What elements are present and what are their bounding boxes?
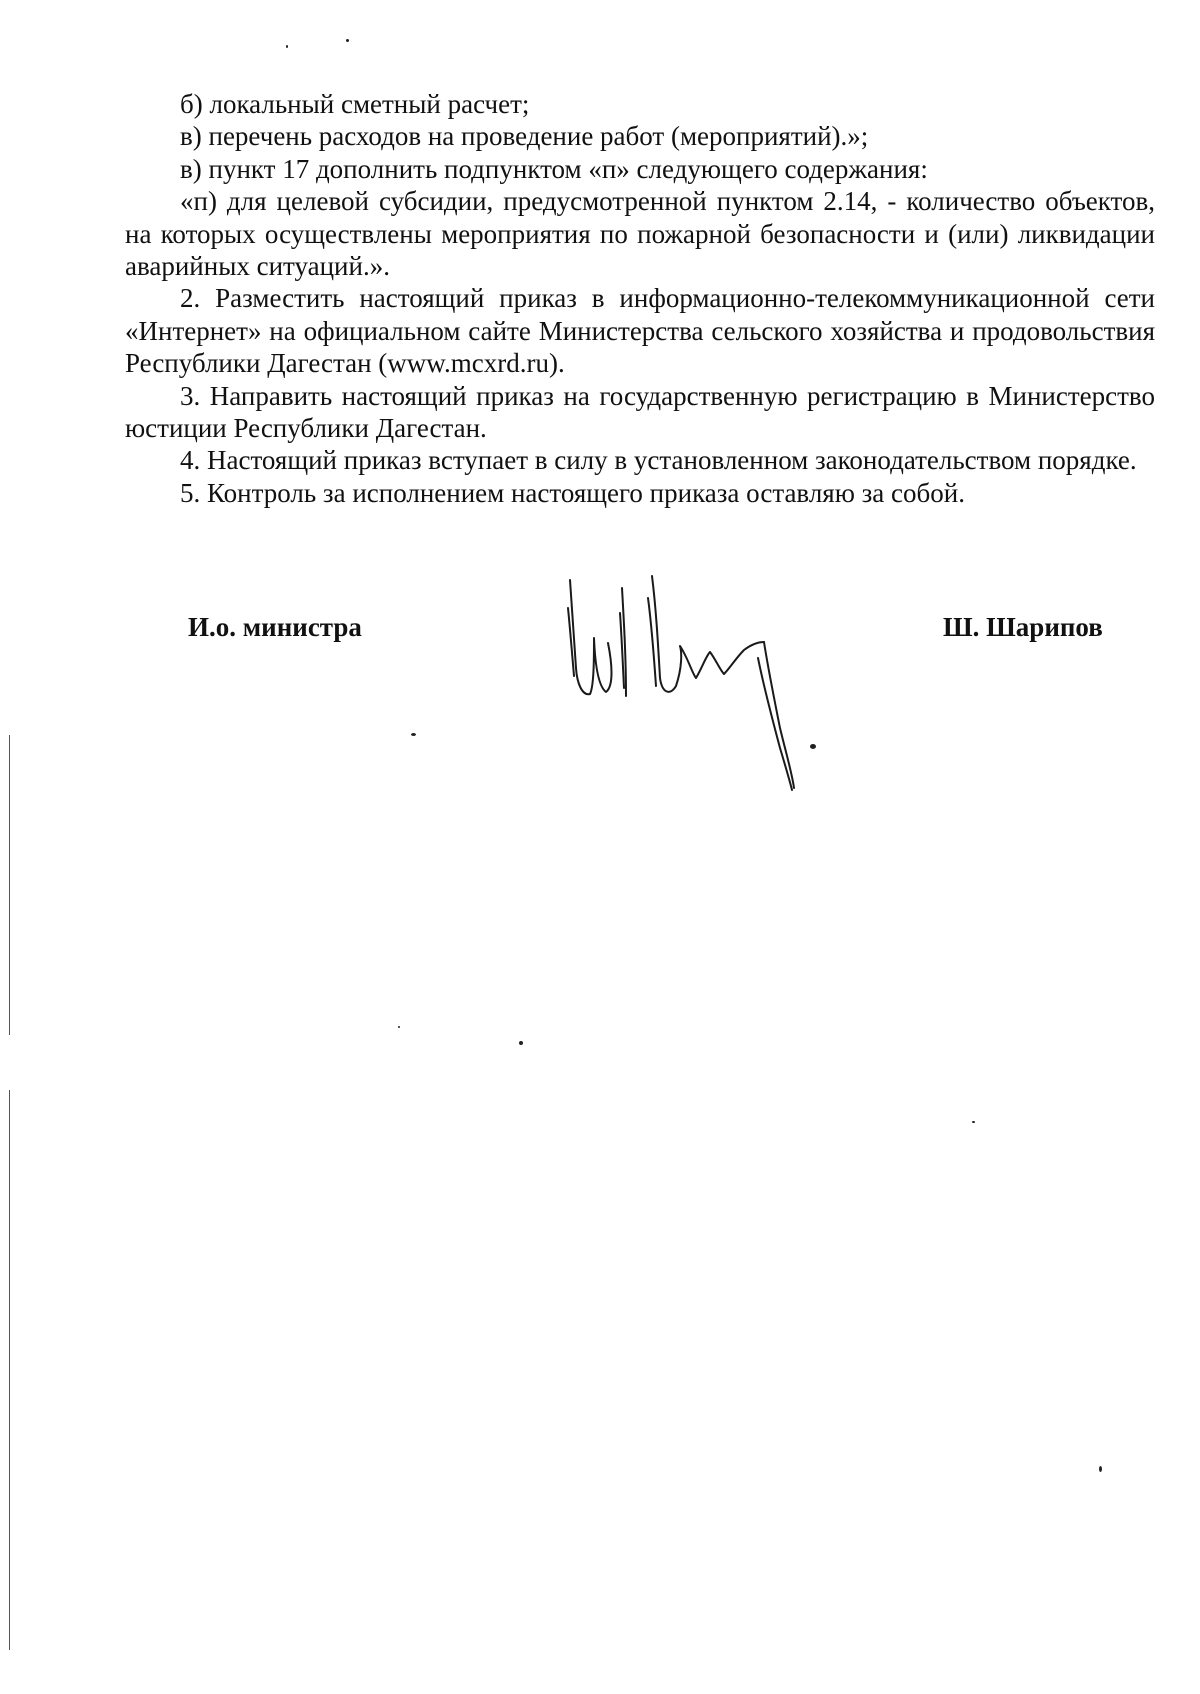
paragraph: 5. Контроль за исполнением настоящего приказа оставляю за собой. [180,477,965,508]
scan-margin-line [9,735,10,1035]
scan-speck [519,1041,523,1045]
paragraph: 2. Разместить настоящий приказ в информационно-телекоммуникационной сети «Интернет» на официальном сайте Министерства сельского хозяйства и продовольствия Республики Дагестан (www.mcxrd.ru). [125,283,1155,379]
signatory-name: Ш. Шарипов [943,612,1103,642]
paragraph: «п) для целевой субсидии, предусмотренной пунктом 2.14, - количество объектов, на которых осуществлены мероприятия по пожарной безопасности и (или) ликвидации аварийных ситуаций.». [125,186,1155,282]
signatory-title: И.о. министра [188,612,362,642]
paragraph: б) локальный сметный расчет; [180,89,530,119]
scan-speck [1099,1466,1102,1472]
scan-speck [810,744,816,749]
scan-margin-line [9,1090,10,1650]
scan-speck [972,1121,975,1123]
scan-speck [286,45,288,48]
handwritten-signature [560,568,820,798]
document-body [125,88,1155,509]
scan-speck [398,1026,400,1028]
paragraph: в) перечень расходов на проведение работ (мероприятий).»; [180,121,869,152]
scan-speck [346,39,349,42]
paragraph: в) пункт 17 дополнить подпунктом «п» следующего содержания: [180,153,928,184]
paragraph: 3. Направить настоящий приказ на государственную регистрацию в Министерство юстиции Республики Дагестан. [125,380,1155,444]
paragraph: 4. Настоящий приказ вступает в силу в установленном законодательством порядке. [180,445,1137,476]
scan-speck [411,733,416,736]
